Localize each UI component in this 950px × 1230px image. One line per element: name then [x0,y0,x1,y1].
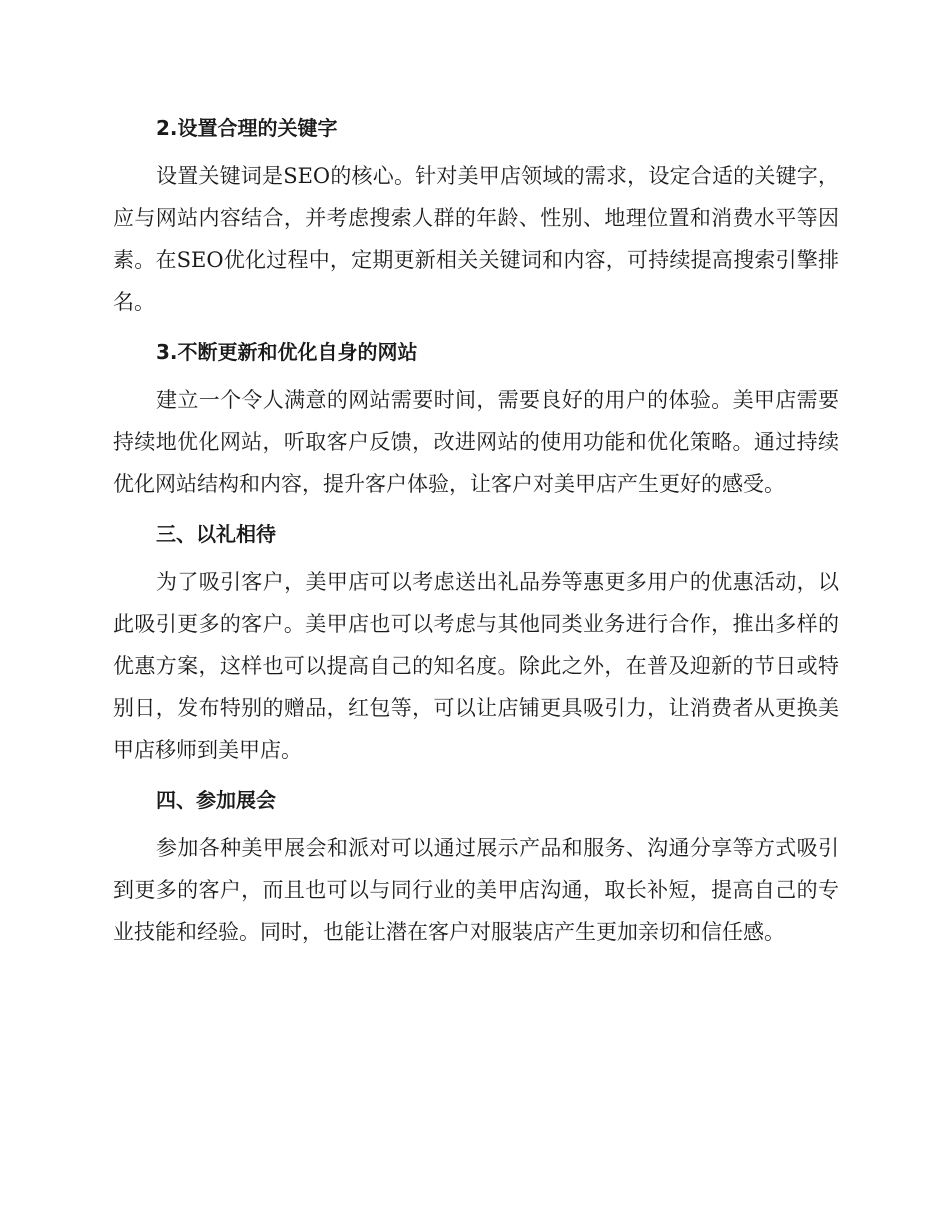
section-paragraph-exhibitions: 参加各种美甲展会和派对可以通过展示产品和服务、沟通分享等方式吸引到更多的客户，而且也可以与同行业的美甲店沟通，取长补短，提高自己的专业技能和经验。同时，也能让潜在客户对服装店产生更加亲切和信任感。 [113,836,839,944]
section-heading-exhibitions: 四、参加展会 [156,788,276,812]
document-body [113,108,839,953]
section-heading-website-optimization: 3.不断更新和优化自身的网站 [156,340,418,364]
section-paragraph-courtesy: 为了吸引客户，美甲店可以考虑送出礼品券等惠更多用户的优惠活动，以此吸引更多的客户。美甲店也可以考虑与其他同类业务进行合作，推出多样的优惠方案，这样也可以提高自己的知名度。除此之外，在普及迎新的节日或特别日，发布特别的赠品，红包等，可以让店铺更具吸引力，让消费者从更换美甲店移师到美甲店。 [113,570,839,762]
section-heading-keywords: 2.设置合理的关键字 [156,116,338,140]
section-heading-courtesy: 三、以礼相待 [156,522,276,546]
section-paragraph-keywords: 设置关键词是SEO的核心。针对美甲店领域的需求，设定合适的关键字，应与网站内容结合，并考虑搜索人群的年龄、性别、地理位置和消费水平等因素。在SEO优化过程中，定期更新相关关键词和内容，可持续提高搜索引擎排名。 [113,164,839,314]
section-paragraph-website-optimization: 建立一个令人满意的网站需要时间，需要良好的用户的体验。美甲店需要持续地优化网站，听取客户反馈，改进网站的使用功能和优化策略。通过持续优化网站结构和内容，提升客户体验，让客户对美甲店产生更好的感受。 [113,388,839,496]
